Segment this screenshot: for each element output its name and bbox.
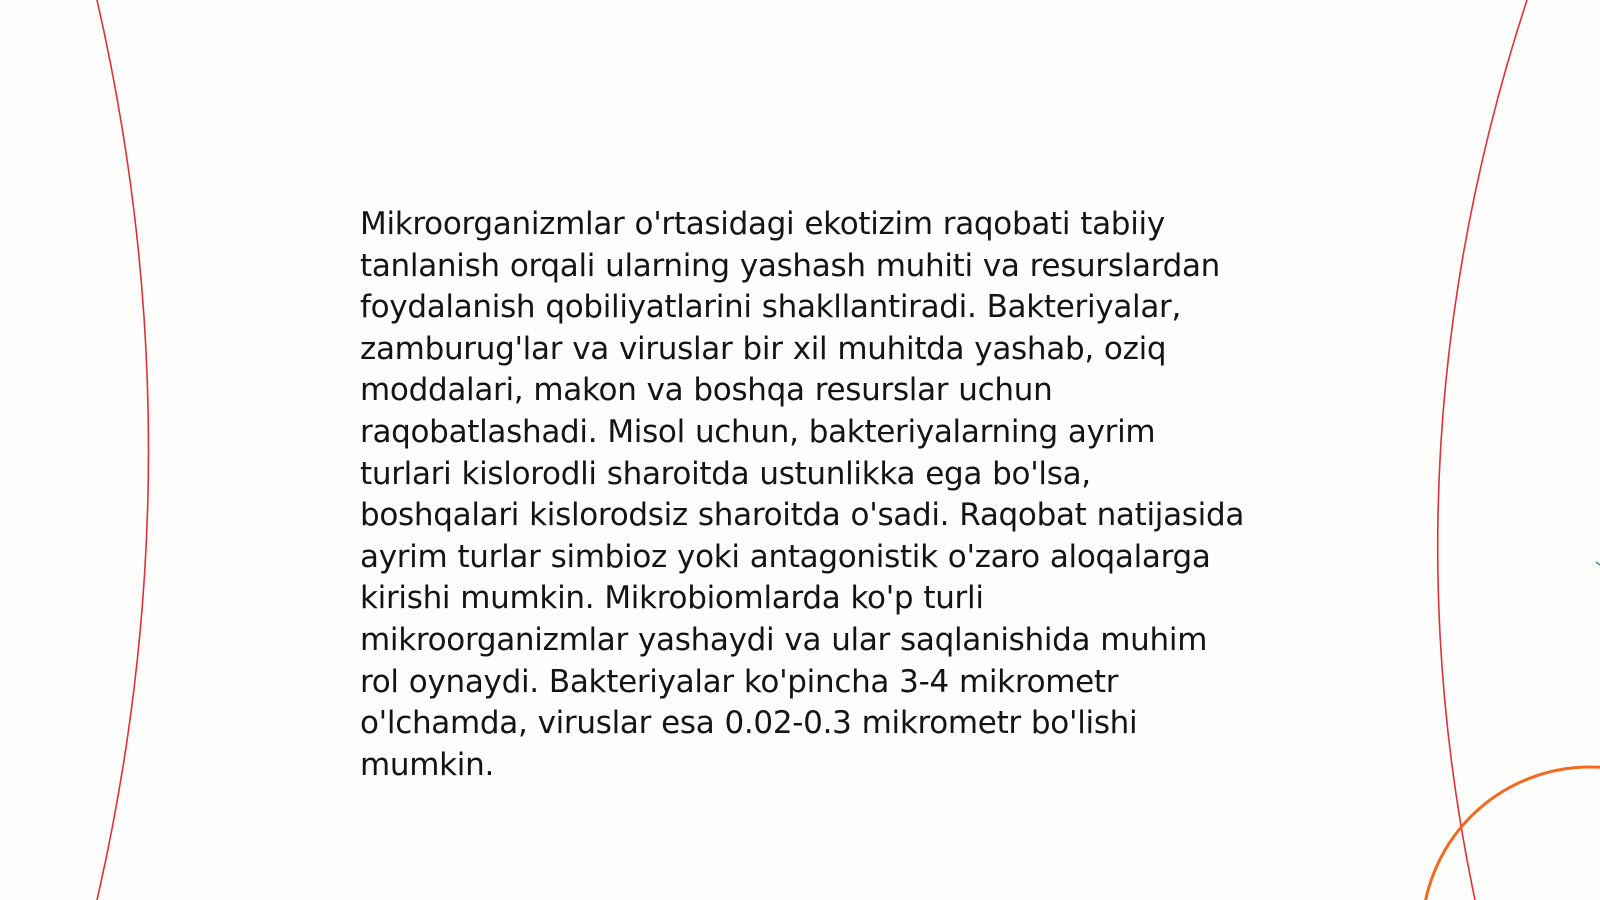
body-paragraph: Mikroorganizmlar o'rtasidagi ekotizim raqobati tabiiy tanlanish orqali ularning yashash muhiti va resurslardan foydalanish qobiliyatlarini shakllantiradi. Bakteriyalar, zamburug'lar va viruslar bir xil muhitda yashab, oziq moddalari, makon va boshqa resurslar uchun raqobatlashadi. Misol uchun, bakteriyalarning ayrim turlari kislorodli sharoitda ustunlikka ega bo'lsa, boshqalari kislorodsiz sharoitda o'sadi. Raqobat natijasida ayrim turlar simbioz yoki antagonistik o'zaro aloqalarga kirishi mumkin. Mikrobiomlarda ko'p turli mikroorganizmlar yashaydi va ular saqlanishida muhim rol oynaydi. Bakteriyalar ko'pincha 3-4 mikrometr o'lchamda, viruslar esa 0.02-0.3 mikrometr bo'lishi mumkin. (360, 206, 1245, 783)
left-arc-line (97, 0, 149, 900)
small-teal-mark (1596, 562, 1600, 565)
right-arc-line (1438, 0, 1527, 900)
orange-circle-outline (1422, 767, 1600, 900)
